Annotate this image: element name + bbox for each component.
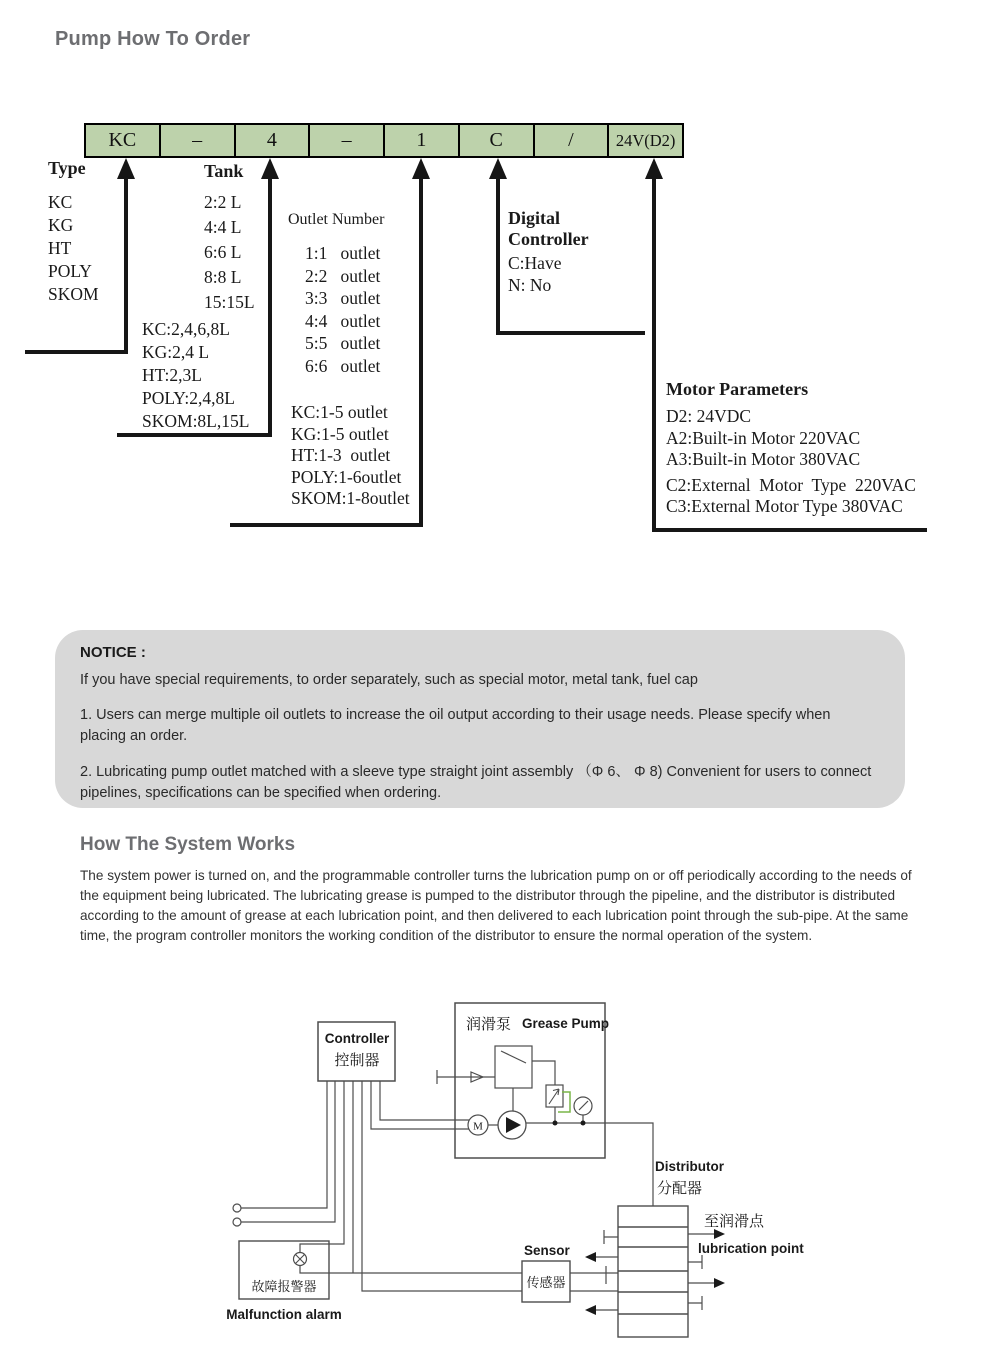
motor-title: Motor Parameters xyxy=(666,379,809,399)
motor-parameters-block xyxy=(666,379,916,518)
grease-pump-label-en: Grease Pump xyxy=(522,1016,610,1031)
digital-title-line2: Controller xyxy=(508,229,589,249)
outlet-note: SKOM:1-8outlet xyxy=(291,488,410,508)
sensor-to-distributor-lines xyxy=(570,1273,618,1291)
code-cell-dash1: – xyxy=(159,123,236,158)
junction-dot xyxy=(553,1121,558,1126)
to-lube-point-label-zh: 至润滑点 xyxy=(704,1213,765,1230)
motor-option: A2:Built-in Motor 220VAC xyxy=(666,427,861,448)
alarm-label-zh: 故障报警器 xyxy=(251,1279,317,1294)
digital-option: C:Have xyxy=(508,253,562,273)
notice-box xyxy=(55,630,905,808)
tank-note: SKOM:8L,15L xyxy=(142,411,250,431)
notice-title: NOTICE : xyxy=(80,644,146,661)
outlet-size: 5:5 outlet xyxy=(305,333,381,353)
tank-notes xyxy=(142,318,249,433)
code-cell-controller: C xyxy=(458,123,535,158)
type-title: Type xyxy=(48,158,86,178)
outlet-arrow-icon xyxy=(412,158,430,179)
distributor-label-zh: 分配器 xyxy=(657,1180,703,1197)
type-item: HT xyxy=(48,238,72,258)
digital-title-line1: Digital xyxy=(508,208,560,228)
notice-item-1: 1. Users can merge multiple oil outlets to increase the oil output according to their usage needs. Please specify when placing an order. xyxy=(80,707,831,744)
type-block xyxy=(48,158,99,306)
outlet-size: 4:4 outlet xyxy=(305,310,381,331)
tank-arrow-icon xyxy=(261,158,279,179)
how-it-works-body: The system power is turned on, and the programmable controller turns the lubrication pump on or off periodically according to the needs of the equipment being lubricated. The lubricating grease is pumped to the distributor through the pipeline, and the distributor is distributed according to the amount of grease at each lubrication point, and then delivered to each lubrication point through the sub-pipe. At the same time, the program controller monitors the working condition of the distributor to ensure the normal operation of the system. xyxy=(80,868,912,943)
outlet-size: 2:2 outlet xyxy=(305,265,381,286)
type-arrow-icon xyxy=(117,158,135,179)
type-item: KC xyxy=(48,192,73,212)
outlet-note: POLY:1-6outlet xyxy=(291,466,402,487)
type-item: SKOM xyxy=(48,284,99,304)
outlet-sizes xyxy=(305,242,380,377)
code-cell-dash2: – xyxy=(308,123,385,158)
code-cell-type: KC xyxy=(84,123,161,158)
power-terminal-icons xyxy=(233,1204,241,1226)
controller-wires xyxy=(241,1081,522,1291)
code-cell-outlet: 1 xyxy=(383,123,460,158)
how-it-works-title: How The System Works xyxy=(80,834,296,855)
tank-note: POLY:2,4,8L xyxy=(142,388,235,408)
page-title: Pump How To Order xyxy=(55,28,251,50)
tank-note: KG:2,4 L xyxy=(142,342,210,362)
outlet-note: KC:1-5 outlet xyxy=(291,402,388,422)
distributor-block xyxy=(618,1206,688,1337)
tank-size: 2:2 L xyxy=(204,192,242,212)
notice-item-2: 2. Lubricating pump outlet matched with a sleeve type straight joint assembly （Φ 6、 Φ 8) Convenient for users to connect pipelines, specifications can be specified when ordering. xyxy=(80,764,872,801)
lubrication-point-label: lubrication point xyxy=(698,1241,804,1256)
outlet-size: 6:6 outlet xyxy=(305,355,381,376)
tank-note: KC:2,4,6,8L xyxy=(142,319,230,339)
controller-label-zh: 控制器 xyxy=(334,1052,380,1069)
alarm-label-en: Malfunction alarm xyxy=(226,1307,342,1322)
code-cell-tank: 4 xyxy=(234,123,311,158)
outlet-note: KG:1-5 outlet xyxy=(291,423,389,444)
motor-option: C2:External Motor Type 220VAC xyxy=(666,474,916,495)
tank-title: Tank xyxy=(204,161,244,181)
motor-option: D2: 24VDC xyxy=(666,406,752,426)
digital-controller-block xyxy=(508,208,589,296)
outlet-note: HT:1-3 outlet xyxy=(291,445,391,465)
type-item: KG xyxy=(48,215,74,235)
outlet-title: Outlet Number xyxy=(288,211,385,228)
outlet-size: 3:3 outlet xyxy=(305,288,381,308)
digital-arrow-icon xyxy=(489,158,507,179)
notice-intro: If you have special requirements, to order separately, such as special motor, metal tank, fuel cap xyxy=(80,672,698,688)
motor-letter: M xyxy=(473,1120,483,1133)
tank-size: 15:15L xyxy=(204,292,255,312)
tank-size: 6:6 L xyxy=(204,242,242,262)
distributor-label-en: Distributor xyxy=(655,1159,724,1174)
motor-arrow-icon xyxy=(645,158,663,179)
tank-size: 8:8 L xyxy=(204,267,242,287)
junction-dot xyxy=(581,1121,586,1126)
outlet-size: 1:1 outlet xyxy=(305,243,381,263)
code-cell-slash: / xyxy=(533,123,610,158)
tank-size: 4:4 L xyxy=(204,217,242,237)
controller-label-en: Controller xyxy=(324,1031,390,1046)
type-item: POLY xyxy=(48,261,92,281)
motor-option: A3:Built-in Motor 380VAC xyxy=(666,449,861,469)
tank-block xyxy=(204,161,255,315)
sensor-label-en: Sensor xyxy=(524,1243,570,1258)
system-diagram xyxy=(0,985,1000,1362)
code-cell-motor: 24V(D2) xyxy=(607,123,684,158)
motor-option: C3:External Motor Type 380VAC xyxy=(666,496,903,516)
tank-note: HT:2,3L xyxy=(142,365,202,385)
sensor-label-zh: 传感器 xyxy=(526,1275,566,1290)
grease-pump-label-zh: 润滑泵 xyxy=(466,1016,512,1033)
outlet-notes xyxy=(291,402,410,510)
digital-option: N: No xyxy=(508,274,552,295)
